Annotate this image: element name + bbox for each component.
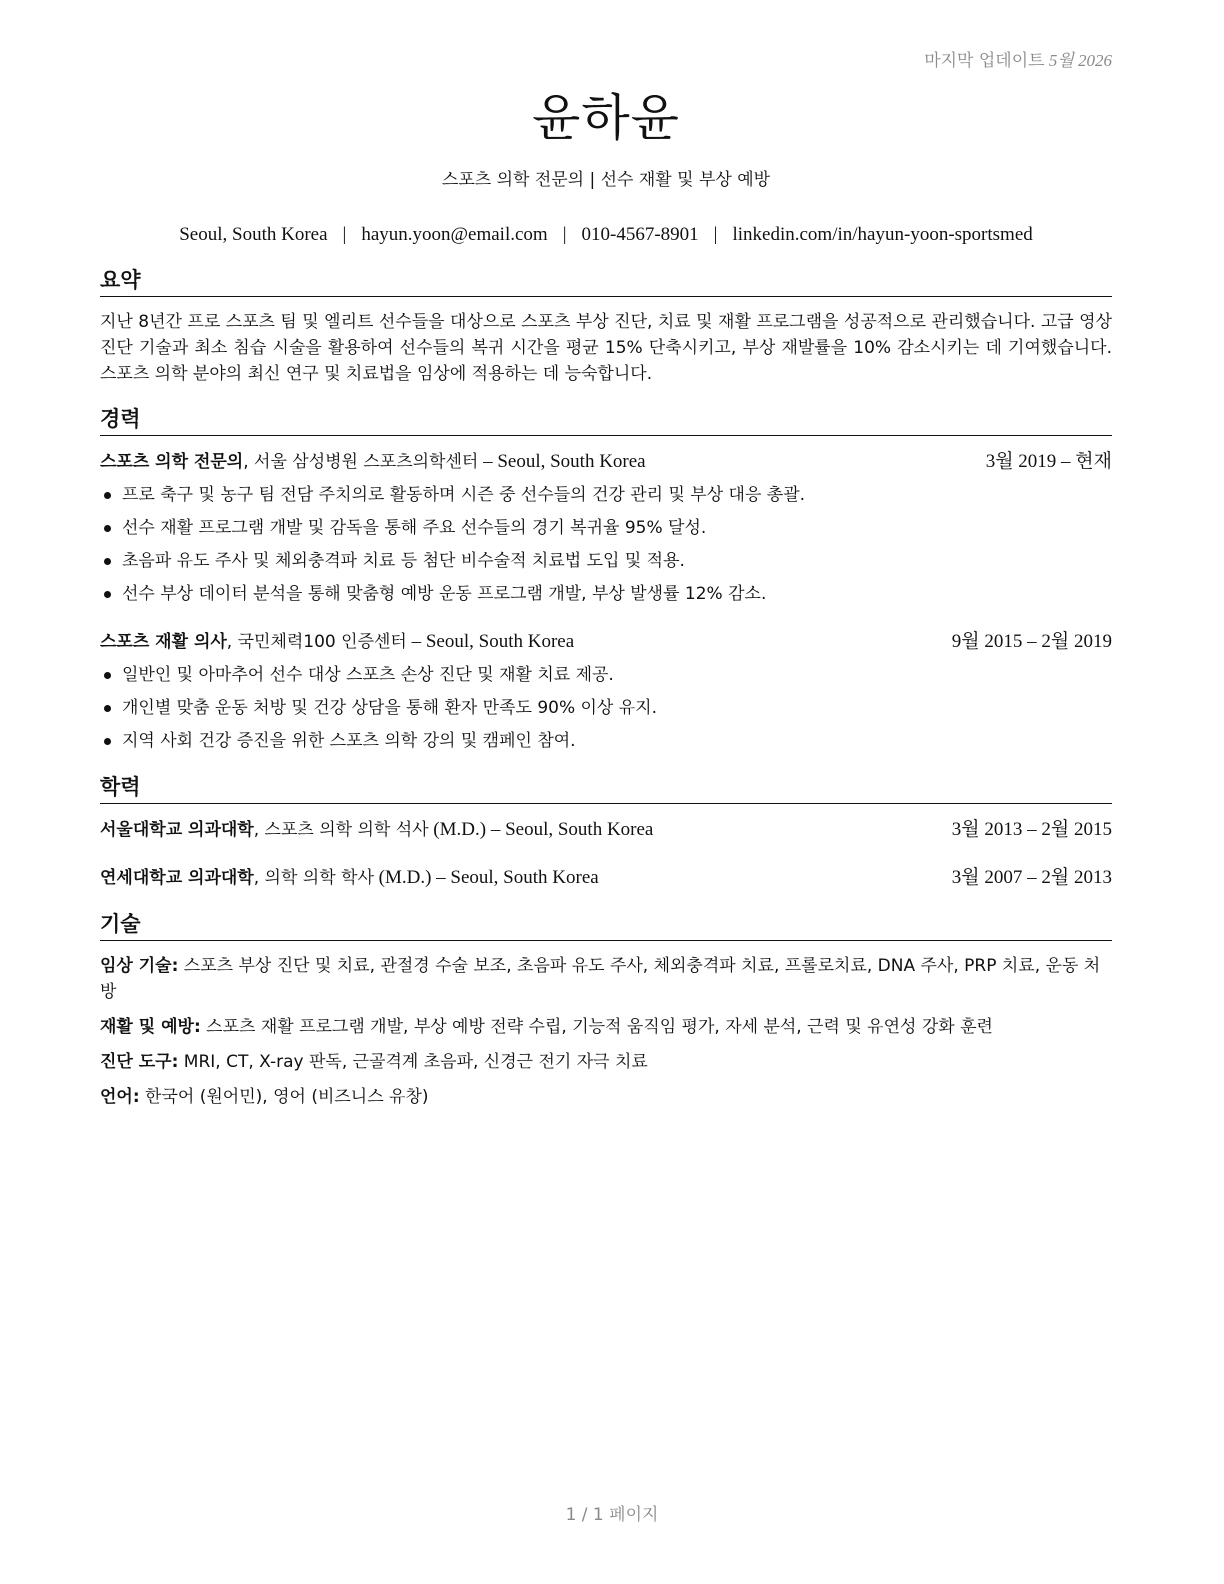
degree-detail: (M.D.) – Seoul, South Korea bbox=[428, 819, 654, 840]
job-header bbox=[100, 628, 1112, 656]
bullet-icon bbox=[104, 738, 111, 745]
candidate-name: 윤하윤 bbox=[532, 89, 680, 147]
skill-item bbox=[100, 1014, 1112, 1040]
job-role: 스포츠 재활 의사 bbox=[100, 632, 227, 652]
job-org: , 서울 삼성병원 스포츠의학센터 bbox=[243, 452, 479, 472]
school-name: 연세대학교 의과대학 bbox=[100, 868, 254, 888]
resume-page bbox=[100, 40, 1112, 1119]
skill-label: 언어: bbox=[100, 1087, 140, 1107]
bullet-icon bbox=[104, 558, 111, 565]
bullet-icon bbox=[104, 705, 111, 712]
job-bullet: 지역 사회 건강 증진을 위한 스포츠 의학 강의 및 캠페인 참여. bbox=[100, 727, 1112, 755]
summary-text: 지난 8년간 프로 스포츠 팀 및 엘리트 선수들을 대상으로 스포츠 부상 진단, 치료 및 재활 프로그램을 성공적으로 관리했습니다. 고급 영상 진단 기술과 최소 침습 시술을 활용하여 선수들의 복귀 시간을 평균 15% 단축시키고, 부상 재발률을 10% 감소시키는 데 기여했습니다. 스포츠 의학 분야의 최신 연구 및 치료법을 임상에 적용하는 데 능숙합니다. bbox=[100, 312, 1112, 384]
skill-text: 스포츠 부상 진단 및 치료, 관절경 수술 보조, 초음파 유도 주사, 체외충격파 치료, 프롤로치료, DNA 주사, PRP 치료, 운동 처방 bbox=[100, 956, 1101, 1002]
education-dates: 3월 2013 – 2월 2015 bbox=[951, 819, 1112, 840]
job-bullets bbox=[100, 481, 1112, 608]
contact-separator: | bbox=[342, 224, 347, 245]
skill-item bbox=[100, 1049, 1112, 1075]
education-entry bbox=[100, 816, 1112, 844]
job-org: , 국민체력100 인증센터 bbox=[226, 632, 407, 652]
bullet-icon bbox=[104, 492, 111, 499]
experience-section bbox=[100, 405, 1112, 755]
skill-label: 임상 기술: bbox=[100, 956, 179, 976]
skill-item bbox=[100, 953, 1112, 1005]
page-number: 1 / 1 페이지 bbox=[565, 1505, 659, 1525]
contact-location: Seoul, South Korea bbox=[179, 224, 328, 245]
skills-section bbox=[100, 910, 1112, 1110]
job-location: – Seoul, South Korea bbox=[478, 451, 646, 472]
education-dates: 3월 2007 – 2월 2013 bbox=[951, 867, 1112, 888]
bullet-icon bbox=[104, 672, 111, 679]
job-bullet: 프로 축구 및 농구 팀 전담 주치의로 활동하며 시즌 중 선수들의 건강 관리 및 부상 대응 총괄. bbox=[100, 481, 1112, 509]
job-header bbox=[100, 448, 1112, 476]
skill-label: 진단 도구: bbox=[100, 1052, 179, 1072]
contact-line bbox=[100, 222, 1112, 248]
skill-label: 재활 및 예방: bbox=[100, 1017, 201, 1037]
job-bullet: 선수 부상 데이터 분석을 통해 맞춤형 예방 운동 프로그램 개발, 부상 발생률 12% 감소. bbox=[100, 580, 1112, 608]
job-dates: 9월 2015 – 2월 2019 bbox=[951, 631, 1112, 652]
degree-name: , 의학 의학 학사 bbox=[253, 868, 374, 888]
skill-text: MRI, CT, X-ray 판독, 근골격계 초음파, 신경근 전기 자극 치료 bbox=[178, 1052, 648, 1072]
job-bullets bbox=[100, 661, 1112, 755]
job-dates: 3월 2019 – 현재 bbox=[985, 451, 1112, 472]
contact-email[interactable]: hayun.yoon@email.com bbox=[361, 224, 548, 245]
last-updated-date: 5월 2026 bbox=[1048, 51, 1112, 70]
contact-separator: | bbox=[562, 224, 567, 245]
bullet-icon bbox=[104, 591, 111, 598]
last-updated-label: 마지막 업데이트 bbox=[924, 51, 1045, 71]
job-location: – Seoul, South Korea bbox=[406, 631, 575, 652]
contact-phone: 010-4567-8901 bbox=[581, 224, 699, 245]
job-bullet: 초음파 유도 주사 및 체외충격파 치료 등 첨단 비수술적 치료법 도입 및 적용. bbox=[100, 547, 1112, 575]
degree-detail: (M.D.) – Seoul, South Korea bbox=[373, 867, 599, 888]
contact-separator: | bbox=[713, 224, 718, 245]
contact-linkedin[interactable]: linkedin.com/in/hayun-yoon-sportsmed bbox=[732, 224, 1033, 245]
section-title-education: 학력 bbox=[100, 773, 1112, 804]
education-section bbox=[100, 773, 1112, 892]
summary-section bbox=[100, 266, 1112, 387]
job-role: 스포츠 의학 전문의 bbox=[100, 452, 244, 472]
bullet-icon bbox=[104, 525, 111, 532]
skill-text: 한국어 (원어민), 영어 (비즈니스 유창) bbox=[139, 1087, 429, 1107]
section-title-skills: 기술 bbox=[100, 910, 1112, 941]
last-updated bbox=[924, 46, 1112, 71]
skills-list bbox=[100, 953, 1112, 1110]
school-name: 서울대학교 의과대학 bbox=[100, 820, 254, 840]
job-entry bbox=[100, 628, 1112, 755]
degree-name: , 스포츠 의학 의학 석사 bbox=[253, 820, 429, 840]
section-title-experience: 경력 bbox=[100, 405, 1112, 436]
skill-item bbox=[100, 1084, 1112, 1110]
education-entry bbox=[100, 864, 1112, 892]
job-entry bbox=[100, 448, 1112, 608]
candidate-tagline: 스포츠 의학 전문의 | 선수 재활 및 부상 예방 bbox=[441, 170, 771, 190]
skill-text: 스포츠 재활 프로그램 개발, 부상 예방 전략 수립, 기능적 움직임 평가, 자세 분석, 근력 및 유연성 강화 훈련 bbox=[200, 1017, 993, 1037]
job-bullet: 선수 재활 프로그램 개발 및 감독을 통해 주요 선수들의 경기 복귀율 95% 달성. bbox=[100, 514, 1112, 542]
section-title-summary: 요약 bbox=[100, 266, 1112, 297]
job-bullet: 개인별 맞춤 운동 처방 및 건강 상담을 통해 환자 만족도 90% 이상 유지. bbox=[100, 694, 1112, 722]
job-bullet: 일반인 및 아마추어 선수 대상 스포츠 손상 진단 및 재활 치료 제공. bbox=[100, 661, 1112, 689]
